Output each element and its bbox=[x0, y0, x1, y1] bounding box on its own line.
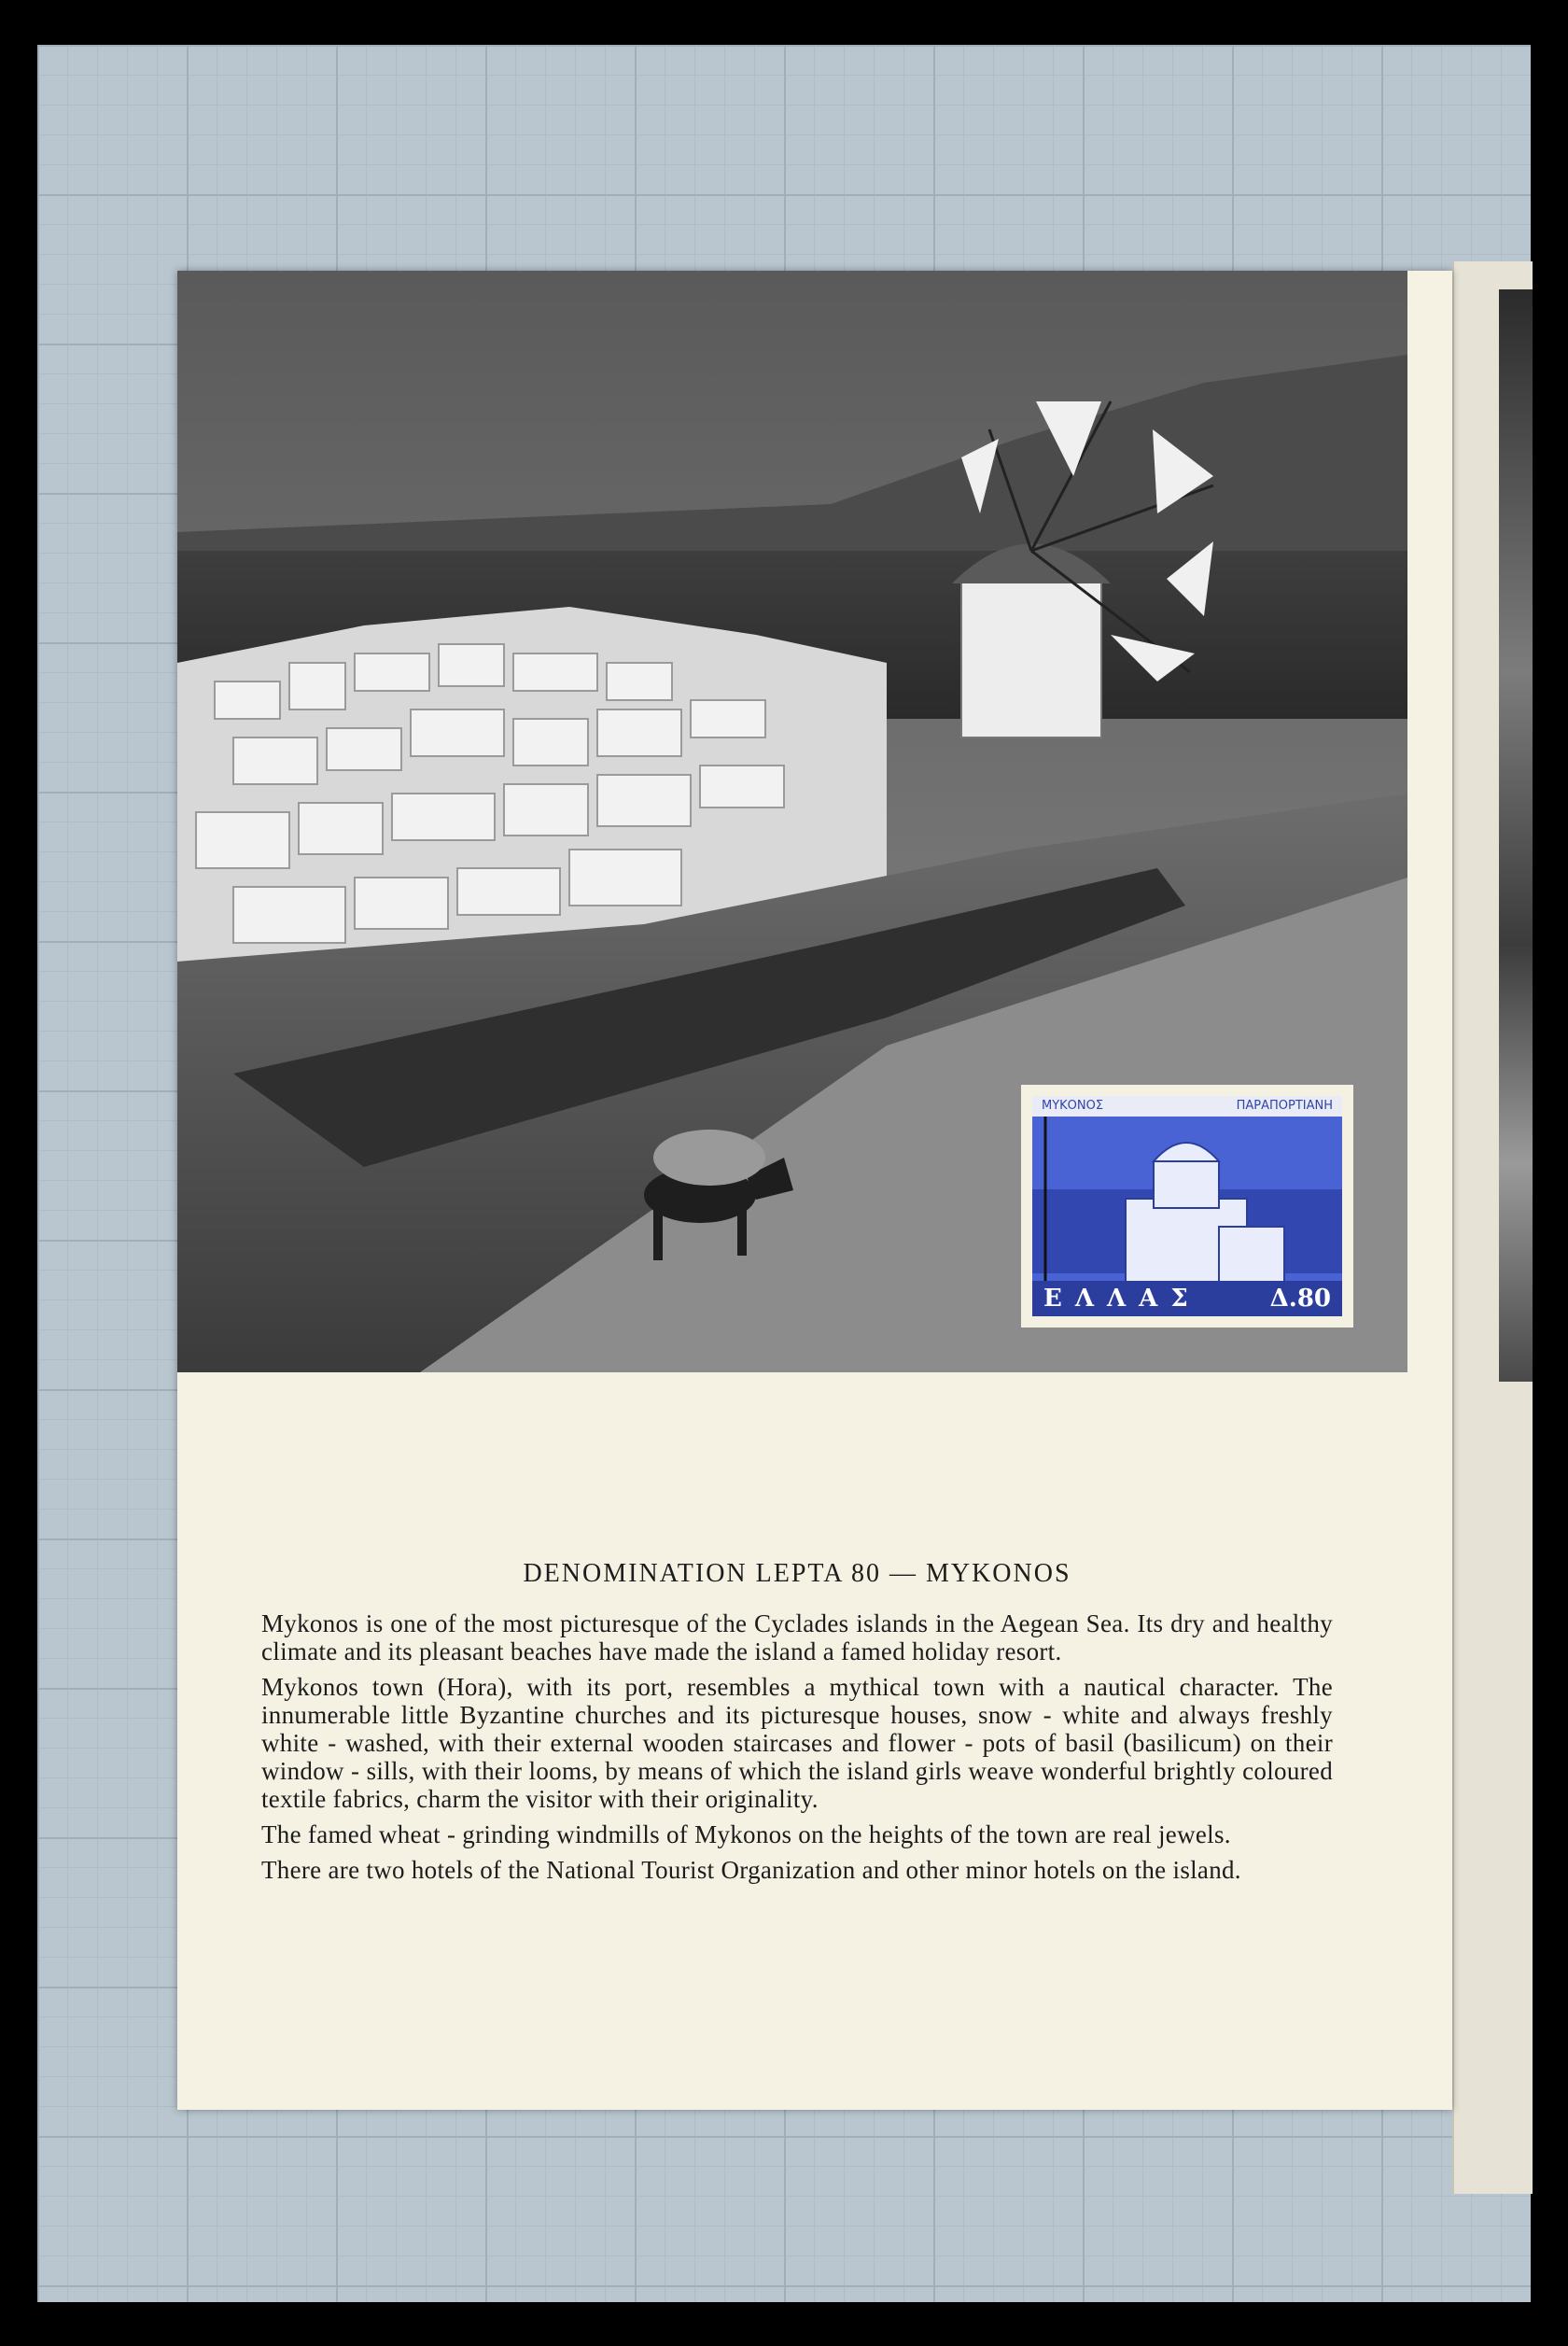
stamp-image bbox=[1032, 1096, 1342, 1316]
paragraph: Mykonos town (Hora), with its port, resembles a mythical town with a nautical character. The innumerable little Byzantine churches and its picturesque houses, snow - white and always freshly white - washed, with their external wooden staircases and flower - pots of basil (basilicum) on their window - sills, with their looms, by means of which the island girls weave wonderful brightly coloured textile fabrics, charm the visitor with their originality. bbox=[261, 1673, 1333, 1813]
stamp-top-legend bbox=[1032, 1096, 1342, 1117]
paragraph: The famed wheat - grinding windmills of Mykonos on the heights of the town are real jewels. bbox=[261, 1820, 1231, 1848]
stamp-church-label: ΠΑΡΑΠΟΡΤΙΑΝΗ bbox=[1236, 1099, 1333, 1113]
postage-stamp bbox=[1021, 1085, 1353, 1328]
paragraph: Mykonos is one of the most picturesque of the Cyclades islands in the Aegean Sea. Its dry and healthy climate and its pleasant beaches have made the island a famed holiday resort. bbox=[261, 1609, 1333, 1665]
description-text bbox=[261, 1559, 1333, 1891]
stamp-place-label: ΜΥΚΟΝΟΣ bbox=[1042, 1099, 1104, 1113]
stamp-country: ΕΛΛΑΣ bbox=[1043, 1285, 1201, 1313]
adjacent-page-edge bbox=[1452, 261, 1533, 2194]
stamp-value: Δ.80 bbox=[1269, 1285, 1331, 1313]
stamp-bottom-legend bbox=[1032, 1281, 1342, 1316]
paragraph: There are two hotels of the National Tourist Organization and other minor hotels on the island. bbox=[261, 1856, 1241, 1884]
adjacent-page-photo bbox=[1499, 289, 1533, 1382]
page-heading: DENOMINATION LEPTA 80 — MYKONOS bbox=[523, 1559, 1071, 1588]
